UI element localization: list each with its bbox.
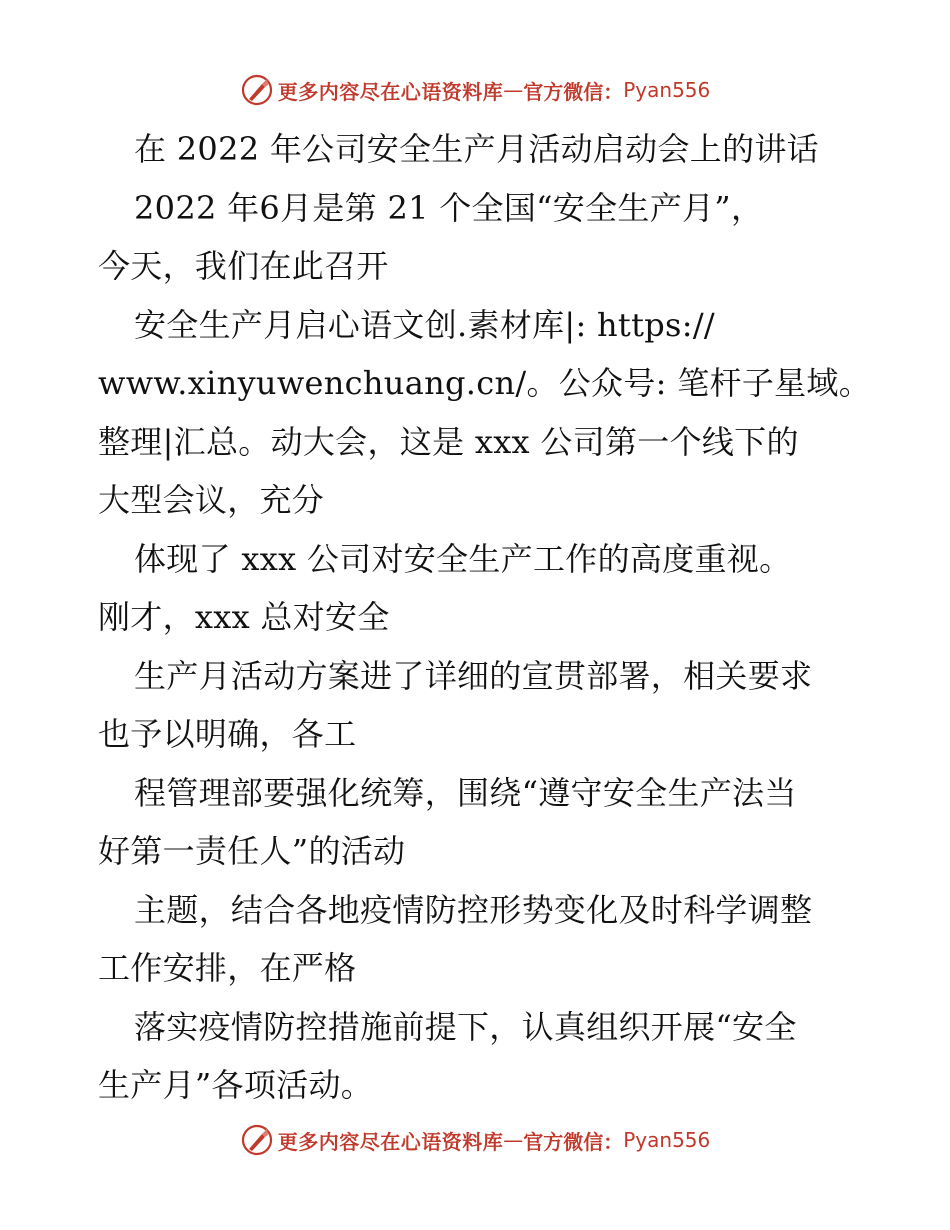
footer-banner bbox=[0, 1120, 950, 1160]
quill-logo-icon bbox=[240, 1123, 274, 1157]
banner-dash: — bbox=[503, 1128, 524, 1152]
paragraph-line: www.xinyuwenchuang.cn/。公众号: 笔杆子星域。 bbox=[98, 364, 872, 402]
banner-wechat-label: 官方微信： bbox=[523, 79, 624, 104]
paragraph-line: 大型会议，充分 bbox=[98, 481, 325, 519]
paragraph-line: 落实疫情防控措施前提下，认真组织开展“安全 bbox=[134, 1007, 797, 1046]
paragraph-line: 体现了 xxx 公司对安全生产工作的高度重视。 bbox=[134, 539, 792, 578]
banner-dash: — bbox=[503, 78, 524, 102]
banner-main-text: 更多内容尽在心语资料库 bbox=[277, 1129, 504, 1154]
paragraph-line: 生产月活动方案进了详细的宣贯部署，相关要求 bbox=[134, 656, 813, 695]
paragraph-line: 程管理部要强化统筹，围绕“遵守安全生产法当 bbox=[134, 773, 797, 812]
header-banner bbox=[0, 70, 950, 110]
paragraph-line: 安全生产月启心语文创.素材库|: https:// bbox=[134, 305, 715, 344]
quill-logo-icon bbox=[240, 73, 274, 107]
document-body bbox=[98, 120, 872, 1115]
banner-wechat-id: Pyan556 bbox=[623, 78, 711, 102]
paragraph-line: 工作安排，在严格 bbox=[98, 949, 357, 987]
banner-main-text: 更多内容尽在心语资料库 bbox=[277, 79, 504, 104]
paragraph-line: 2022 年6月是第 21 个全国“安全生产月”， bbox=[134, 188, 764, 227]
banner-wechat-label: 官方微信： bbox=[523, 1129, 624, 1154]
paragraph-line: 刚才，xxx 总对安全 bbox=[98, 598, 390, 636]
banner-wechat-id: Pyan556 bbox=[623, 1128, 711, 1152]
paragraph-line: 今天，我们在此召开 bbox=[98, 247, 389, 285]
paragraph-line: 也予以明确，各工 bbox=[98, 715, 357, 753]
paragraph-line: 生产月”各项活动。 bbox=[98, 1066, 374, 1104]
document-title: 在 2022 年公司安全生产月活动启动会上的讲话 bbox=[134, 130, 819, 168]
paragraph-line: 整理|汇总。动大会，这是 xxx 公司第一个线下的 bbox=[98, 422, 799, 461]
paragraph-line: 好第一责任人”的活动 bbox=[98, 832, 406, 870]
paragraph-line: 主题，结合各地疫情防控形势变化及时科学调整 bbox=[134, 890, 813, 929]
